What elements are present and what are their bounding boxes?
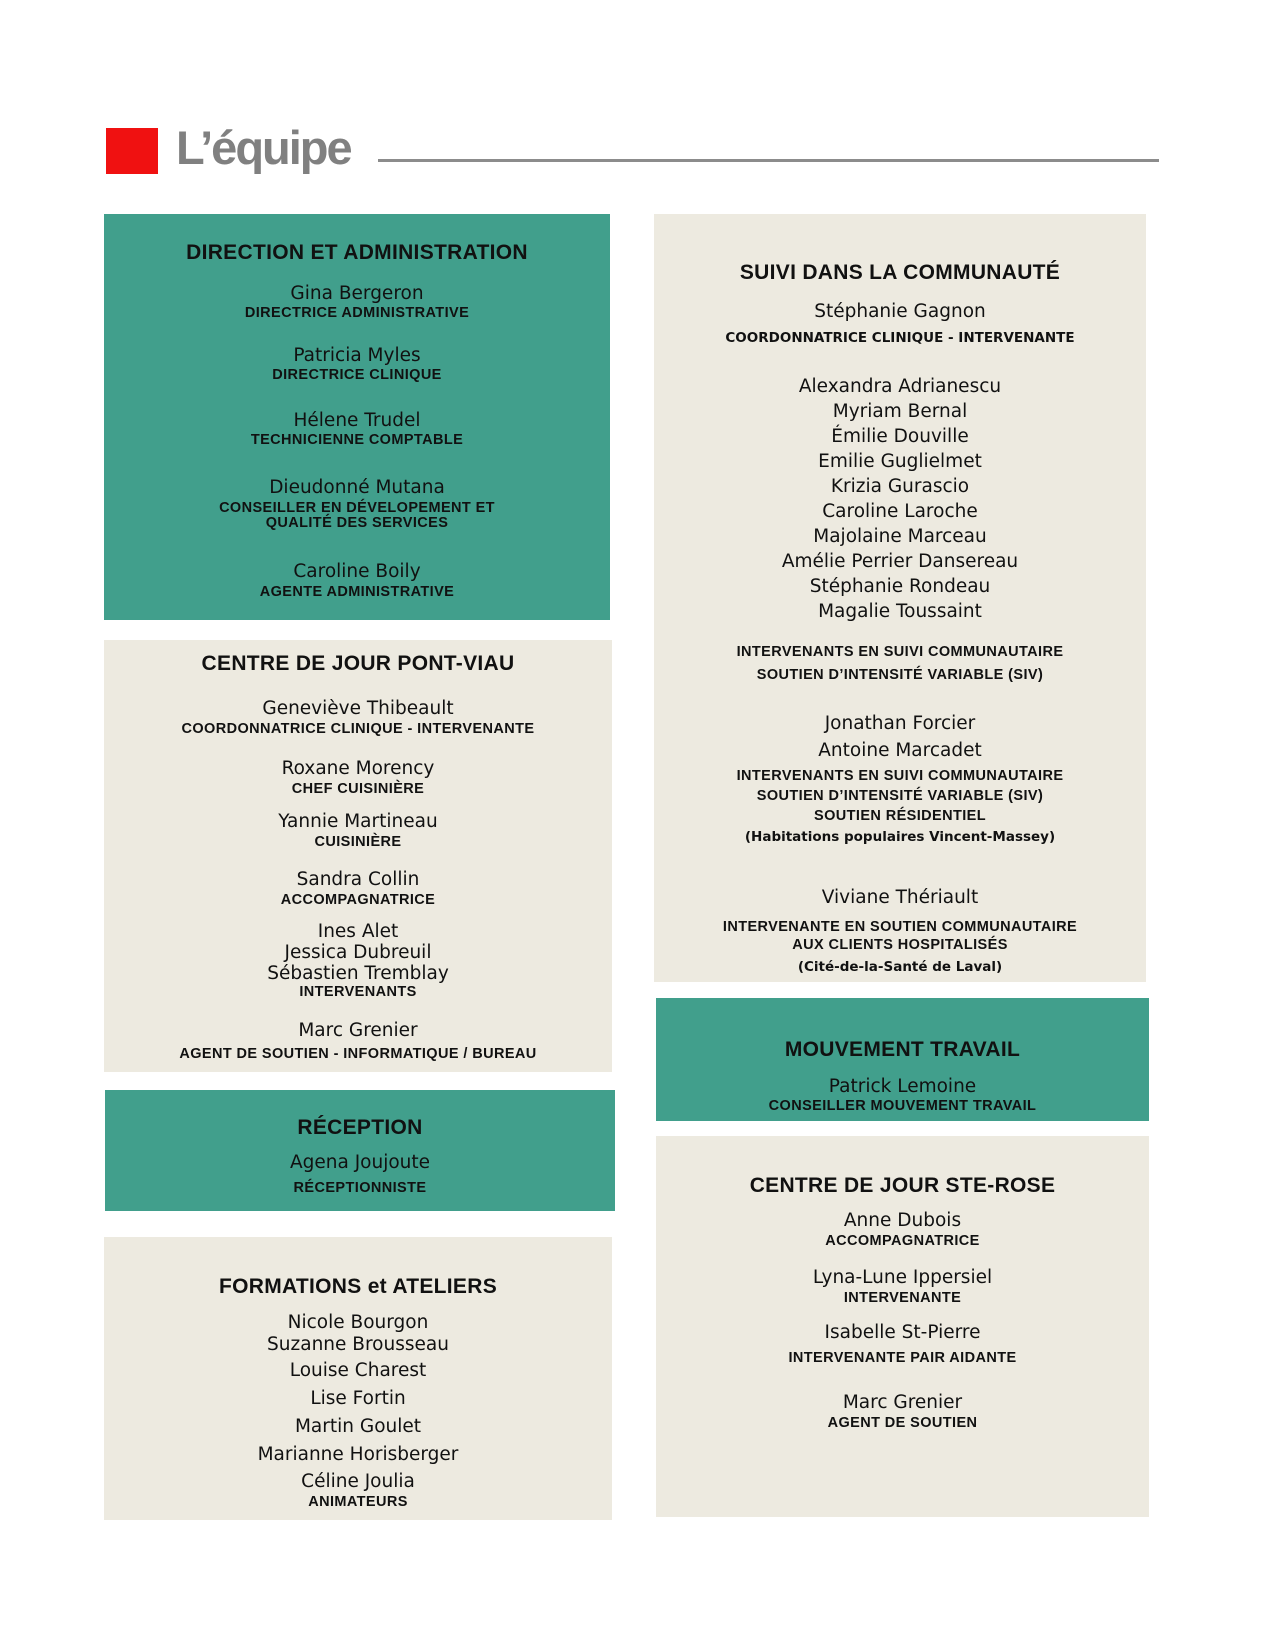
section-pont-viau <box>104 640 612 1072</box>
section-ste-rose <box>656 1136 1149 1517</box>
member-name: Céline Joulia <box>301 1471 415 1492</box>
title-accent-square <box>106 128 158 174</box>
member-name: Roxane Morency <box>281 758 435 779</box>
member-name: Marianne Horisberger <box>257 1444 459 1465</box>
member-name: Gina Bergeron <box>290 283 424 304</box>
member-name: Jessica Dubreuil <box>284 942 432 963</box>
member-name: Majolaine Marceau <box>813 526 987 547</box>
section-formations <box>104 1237 612 1520</box>
member-role: COORDONNATRICE CLINIQUE - INTERVENANTE <box>181 721 535 737</box>
section-title: CENTRE DE JOUR STE-ROSE <box>749 1174 1056 1197</box>
member-role: INTERVENANTS EN SUIVI COMMUNAUTAIRE <box>736 768 1064 784</box>
member-name: Caroline Laroche <box>822 501 978 522</box>
member-name: Patricia Myles <box>293 345 421 366</box>
member-role: SOUTIEN RÉSIDENTIEL <box>814 808 986 824</box>
member-name: Nicole Bourgon <box>287 1312 429 1333</box>
section-title: FORMATIONS et ATELIERS <box>218 1275 498 1298</box>
member-role: INTERVENANTS <box>299 984 417 1000</box>
member-role: AGENTE ADMINISTRATIVE <box>259 584 455 600</box>
member-role: DIRECTRICE CLINIQUE <box>272 367 442 383</box>
member-name: Yannie Martineau <box>278 811 438 832</box>
member-name: Anne Dubois <box>843 1210 962 1231</box>
member-name: Émilie Douville <box>831 426 969 447</box>
section-title: DIRECTION ET ADMINISTRATION <box>186 241 528 264</box>
member-name: Caroline Boily <box>293 561 421 582</box>
member-name: Lyna-Lune Ippersiel <box>812 1267 993 1288</box>
member-role: INTERVENANTE <box>843 1290 962 1306</box>
member-role: DIRECTRICE ADMINISTRATIVE <box>244 305 470 321</box>
section-title: RÉCEPTION <box>297 1116 423 1139</box>
member-name: Emilie Guglielmet <box>818 451 982 472</box>
member-role: AUX CLIENTS HOSPITALISÉS <box>792 937 1008 953</box>
member-name: Myriam Bernal <box>832 401 968 422</box>
member-name: Magalie Toussaint <box>818 601 982 622</box>
member-role: INTERVENANTE EN SOUTIEN COMMUNAUTAIRE <box>722 919 1078 935</box>
member-name: Amélie Perrier Dansereau <box>781 551 1019 572</box>
section-title: MOUVEMENT TRAVAIL <box>784 1038 1021 1061</box>
member-role: TECHNICIENNE COMPTABLE <box>250 432 464 448</box>
member-name: Stéphanie Gagnon <box>814 301 986 322</box>
member-role: COORDONNATRICE CLINIQUE - INTERVENANTE <box>725 330 1075 346</box>
member-role: (Cité-de-la-Santé de Laval) <box>797 959 1003 975</box>
member-name: Patrick Lemoine <box>828 1076 977 1097</box>
member-name: Viviane Thériault <box>821 887 979 908</box>
title-rule <box>378 159 1159 162</box>
member-role: ANIMATEURS <box>308 1494 408 1510</box>
member-name: Ines Alet <box>317 921 399 942</box>
member-name: Alexandra Adrianescu <box>798 376 1002 397</box>
section-reception <box>105 1090 615 1211</box>
member-role: CHEF CUISINIÈRE <box>291 781 425 797</box>
member-name: Louise Charest <box>289 1360 427 1381</box>
section-title: SUIVI DANS LA COMMUNAUTÉ <box>739 261 1061 284</box>
section-direction <box>104 214 610 620</box>
member-name: Geneviève Thibeault <box>262 698 454 719</box>
section-mouvement <box>656 998 1149 1121</box>
member-role: CUISINIÈRE <box>314 834 402 850</box>
member-name: Lise Fortin <box>310 1388 406 1409</box>
member-name: Sandra Collin <box>296 869 420 890</box>
member-name: Suzanne Brousseau <box>267 1334 449 1355</box>
member-name: Sébastien Tremblay <box>267 963 449 984</box>
section-suivi <box>654 214 1146 982</box>
member-name: Stéphanie Rondeau <box>809 576 991 597</box>
member-name: Isabelle St-Pierre <box>824 1322 981 1343</box>
member-role: (Habitations populaires Vincent-Massey) <box>744 829 1056 845</box>
member-name: Krizia Gurascio <box>830 476 970 497</box>
section-title: CENTRE DE JOUR PONT-VIAU <box>201 652 515 675</box>
member-role: CONSEILLER MOUVEMENT TRAVAIL <box>768 1098 1037 1114</box>
member-name: Antoine Marcadet <box>818 740 982 761</box>
member-role: AGENT DE SOUTIEN - INFORMATIQUE / BUREAU <box>179 1046 537 1062</box>
member-role: INTERVENANTS EN SUIVI COMMUNAUTAIRE <box>736 644 1064 660</box>
member-role: CONSEILLER EN DÉVELOPEMENT ET <box>219 500 495 516</box>
member-role: AGENT DE SOUTIEN <box>827 1415 978 1431</box>
member-name: Martin Goulet <box>294 1416 422 1437</box>
member-role: SOUTIEN D’INTENSITÉ VARIABLE (SIV) <box>756 788 1044 804</box>
member-name: Jonathan Forcier <box>824 713 976 734</box>
member-role: ACCOMPAGNATRICE <box>280 892 436 908</box>
member-role: SOUTIEN D’INTENSITÉ VARIABLE (SIV) <box>756 667 1044 683</box>
member-role: RÉCEPTIONNISTE <box>293 1180 427 1196</box>
member-name: Hélene Trudel <box>293 410 421 431</box>
page-title: L’équipe <box>176 121 351 174</box>
member-role: QUALITÉ DES SERVICES <box>265 515 449 531</box>
member-name: Marc Grenier <box>842 1392 963 1413</box>
member-name: Marc Grenier <box>298 1020 418 1041</box>
member-role: ACCOMPAGNATRICE <box>825 1233 980 1249</box>
member-name: Agena Joujoute <box>289 1152 431 1173</box>
member-name: Dieudonné Mutana <box>269 477 445 498</box>
member-role: INTERVENANTE PAIR AIDANTE <box>788 1350 1017 1366</box>
